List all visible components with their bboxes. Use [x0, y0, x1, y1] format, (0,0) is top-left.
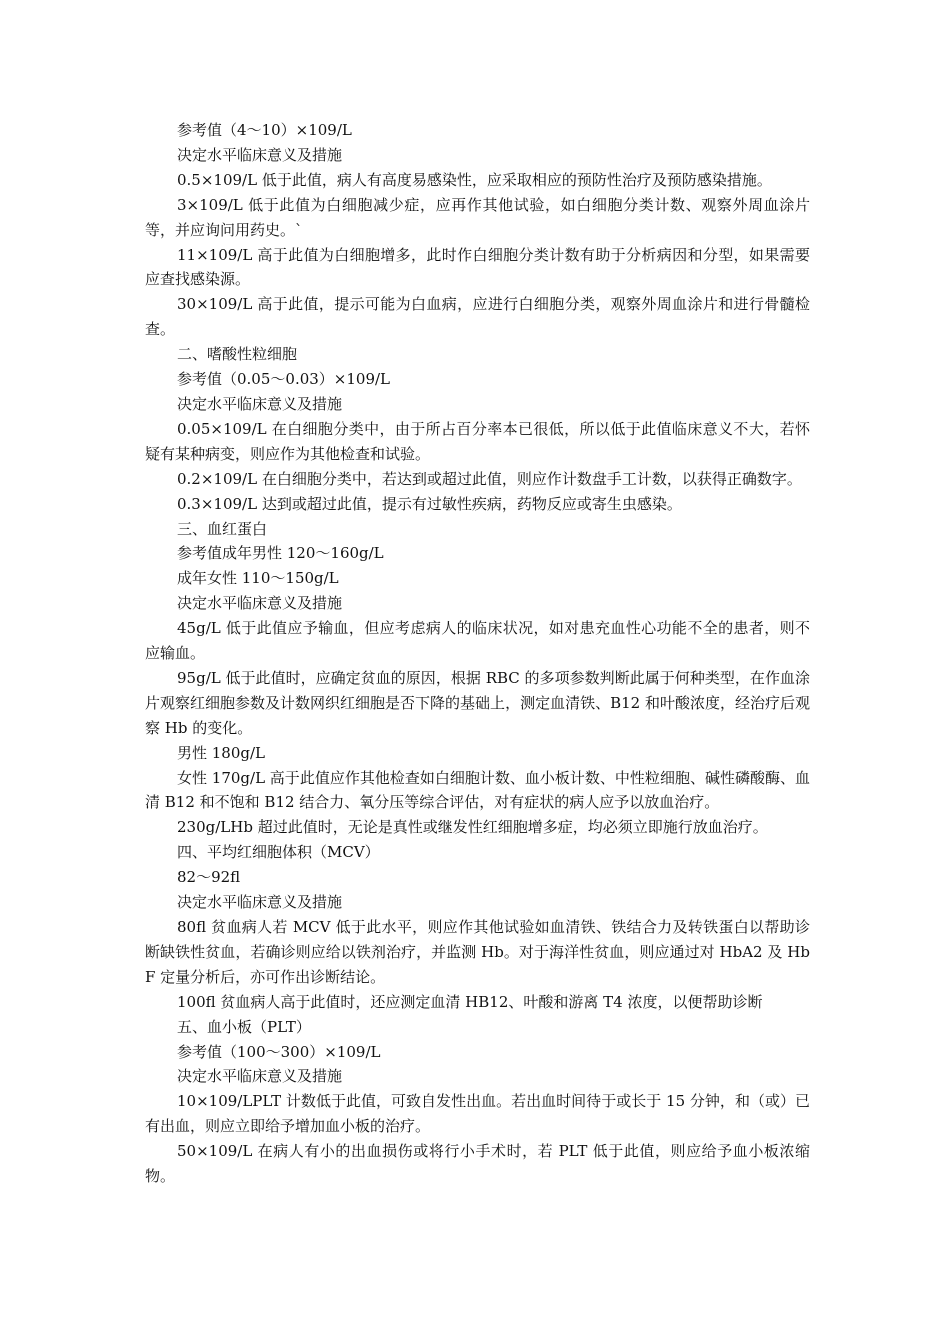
paragraph: 决定水平临床意义及措施 — [177, 394, 343, 413]
paragraph: 45g/L 低于此值应予输血，但应考虑病人的临床状况，如对患充血性心功能不全的患者，则不应输血。 — [145, 619, 810, 663]
paragraph: 50×109/L 在病人有小的出血损伤或将行小手术时，若 PLT 低于此值，则应给予血小板浓缩物。 — [145, 1142, 810, 1186]
paragraph: 决定水平临床意义及措施 — [177, 1067, 343, 1086]
section-heading: 三、血红蛋白 — [177, 519, 268, 538]
paragraph: 决定水平临床意义及措施 — [177, 145, 343, 164]
paragraph: 80fl 贫血病人若 MCV 低于此水平，则应作其他试验如血清铁、铁结合力及转铁蛋白以帮助诊断缺铁性贫血，若确诊则应给以铁剂治疗，并监测 Hb。对于海洋性贫血，则应通过对 HbA2 及 HbF 定量分析后，亦可作出诊断结论。 — [145, 918, 810, 986]
paragraph: 参考值（4～10）×109/L — [177, 121, 352, 139]
section-heading: 四、平均红细胞体积（MCV） — [177, 843, 380, 862]
paragraph: 决定水平临床意义及措施 — [177, 594, 343, 613]
paragraph: 女性 170g/L 高于此值应作其他检查如白细胞计数、血小板计数、中性粒细胞、碱性磷酸酶、血清 B12 和不饱和 B12 结合力、氧分压等综合评估，对有症状的病人应予以放血治疗。 — [145, 768, 810, 812]
paragraph: 0.5×109/L 低于此值，病人有高度易感染性，应采取相应的预防性治疗及预防感染措施。 — [177, 170, 772, 189]
paragraph: 0.3×109/L 达到或超过此值，提示有过敏性疾病，药物反应或寄生虫感染。 — [177, 494, 682, 513]
paragraph: 11×109/L 高于此值为白细胞增多，此时作白细胞分类计数有助于分析病因和分型，如果需要应查找感染源。 — [145, 245, 810, 289]
paragraph: 成年女性 110～150g/L — [177, 569, 339, 588]
section-heading: 五、血小板（PLT） — [177, 1017, 311, 1036]
document-page — [145, 118, 810, 1189]
paragraph: 100fl 贫血病人高于此值时，还应测定血清 HB12、叶酸和游离 T4 浓度，以便帮助诊断 — [177, 992, 763, 1011]
paragraph: 参考值成年男性 120～160g/L — [177, 544, 384, 563]
paragraph: 0.05×109/L 在白细胞分类中，由于所占百分率本已很低，所以低于此值临床意义不大，若怀疑有某种病变，则应作为其他检查和试验。 — [145, 419, 810, 463]
section-heading: 二、嗜酸性粒细胞 — [177, 345, 298, 364]
paragraph: 3×109/L 低于此值为白细胞减少症，应再作其他试验，如白细胞分类计数、观察外周血涂片等，并应询问用药史。` — [145, 195, 810, 239]
paragraph: 男性 180g/L — [177, 743, 266, 762]
paragraph: 95g/L 低于此值时，应确定贫血的原因，根据 RBC 的多项参数判断此属于何种类型，在作血涂片观察红细胞参数及计数网织红细胞是否下降的基础上，测定血清铁、B12 和叶酸浓度，经治疗后观察 Hb 的变化。 — [145, 668, 810, 737]
paragraph: 0.2×109/L 在白细胞分类中，若达到或超过此值，则应作计数盘手工计数，以获得正确数字。 — [177, 469, 802, 488]
paragraph: 30×109/L 高于此值，提示可能为白血病，应进行白细胞分类，观察外周血涂片和进行骨髓检查。 — [145, 295, 810, 339]
paragraph: 参考值（100～300）×109/L — [177, 1042, 381, 1061]
paragraph: 82～92fl — [177, 868, 241, 887]
paragraph: 230g/LHb 超过此值时，无论是真性或继发性红细胞增多症，均必须立即施行放血治疗。 — [177, 818, 768, 837]
paragraph: 决定水平临床意义及措施 — [177, 893, 343, 912]
paragraph: 参考值（0.05～0.03）×109/L — [177, 370, 391, 389]
paragraph: 10×109/LPLT 计数低于此值，可致自发性出血。若出血时间待于或长于 15 分钟，和（或）已有出血，则应立即给予增加血小板的治疗。 — [145, 1092, 810, 1136]
